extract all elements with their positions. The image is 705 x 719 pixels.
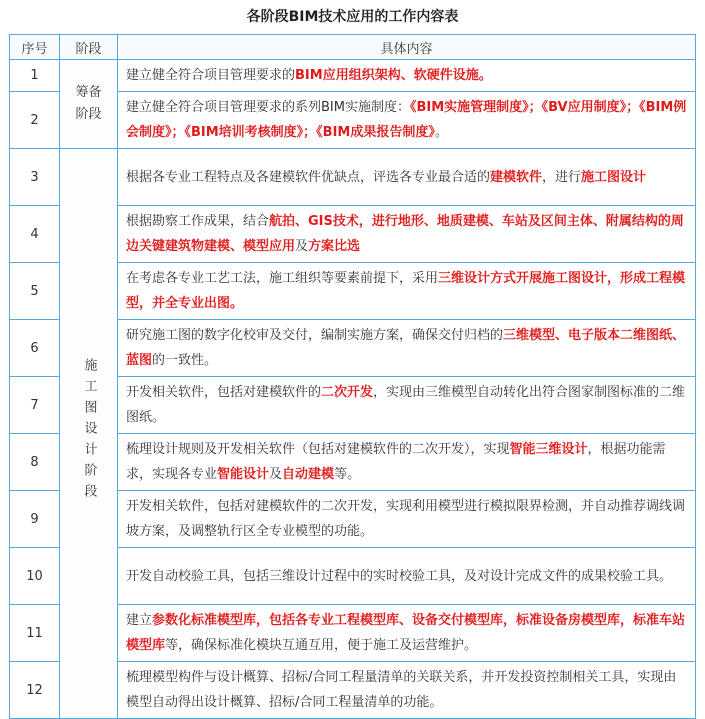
row-content	[118, 377, 696, 434]
table-title: 各阶段BIM技术应用的工作内容表	[246, 9, 459, 25]
row-content	[118, 320, 696, 377]
highlighted-text: 施工图设计	[581, 169, 647, 185]
row-number: 3	[10, 149, 60, 206]
content-text: 及	[295, 239, 309, 254]
row-number: 2	[10, 92, 60, 149]
content-text: ，实现由三维模型自动转化出符合图家制图标准的二维图纸。	[126, 385, 686, 425]
content-text: 梳理设计规则及开发相关软件（包括对建模软件的二次开发），实现	[126, 442, 510, 457]
content-text: 根据勘察工作成果，结合	[126, 214, 270, 229]
row-number: 4	[10, 206, 60, 263]
content-text: 。	[434, 125, 448, 140]
content-text: 开发相关软件，包括对建模软件的二次开发，实现利用模型进行模拟限界检测，并自动推荐调线调坡方案，及调整轨行区全专业模型的功能。	[126, 499, 686, 539]
row-content	[118, 548, 696, 605]
row-content	[118, 60, 696, 92]
content-text: 开发相关软件，包括对建模软件的	[126, 385, 322, 400]
stage-label-prep	[75, 82, 101, 126]
row-content	[118, 605, 696, 662]
stage-cell-prep	[60, 60, 118, 149]
highlighted-text: 《BIM实施管理制度》；《BV应用制度》；《BIM例会制度》；《BIM培训考核制度》；《BIM成果报告制度》	[126, 100, 687, 140]
content-text: 的一致性。	[152, 353, 218, 368]
highlighted-text: 方案比选	[308, 239, 361, 254]
header-stage: 阶段	[60, 35, 118, 60]
row-content	[118, 206, 696, 263]
row-number: 10	[10, 548, 60, 605]
content-text: 及	[269, 467, 283, 482]
row-number: 6	[10, 320, 60, 377]
row-content	[118, 92, 696, 149]
highlighted-text: BIM应用组织架构、软硬件设施。	[295, 68, 492, 83]
header-content: 具体内容	[118, 35, 696, 60]
content-text: 在考虑各专业工艺工法，施工组织等要素前提下，采用	[126, 271, 439, 286]
highlighted-text: 建模软件	[490, 169, 543, 185]
stage-prep-line1: 筹备	[75, 85, 102, 100]
highlighted-text: 二次开发	[321, 385, 374, 400]
content-text: 根据各专业工程特点及各建模软件优缺点，评选各专业最合适的	[126, 169, 491, 185]
header-num: 序号	[10, 35, 60, 60]
table-row	[10, 149, 696, 206]
content-text: 开发自动校验工具，包括三维设计过程中的实时校验工具，及对设计完成文件的成果校验工具。	[126, 568, 673, 584]
content-text: 建立	[126, 613, 153, 628]
stage-cell-design	[60, 149, 118, 719]
content-text: 等。	[334, 467, 361, 482]
content-text: 建立健全符合项目管理要求的系列BIM实施制度：	[126, 100, 410, 115]
row-number: 12	[10, 662, 60, 719]
content-text: 梳理模型构件与设计概算、招标/合同工程量清单的关联关系，并开发投资控制相关工具，实现由模型自动得出设计概算、招标/合同工程量清单的功能。	[126, 670, 677, 710]
content-text: ，根据功能需求，实现各专业	[126, 442, 666, 482]
row-number: 1	[10, 60, 60, 92]
content-text: 研究施工图的数字化校审及交付，编制实施方案，确保交付归档的	[126, 328, 504, 343]
content-text: 等，确保标准化模块互通互用，便于施工及运营维护。	[165, 638, 478, 653]
row-content	[118, 662, 696, 719]
highlighted-text: 智能设计	[217, 467, 270, 482]
highlighted-text: 三维设计方式开展施工图设计，形成工程模型，并全专业出图。	[126, 271, 686, 311]
stage-prep-line2: 阶段	[75, 107, 102, 122]
highlighted-text: 三维模型、电子版本二维图纸、蓝图	[126, 328, 686, 368]
highlighted-text: 自动建模	[282, 467, 335, 482]
row-number: 8	[10, 434, 60, 491]
row-content	[118, 149, 696, 206]
highlighted-text: 智能三维设计	[509, 442, 588, 457]
row-content	[118, 434, 696, 491]
stage-label-design: 施工图设计阶段	[81, 358, 97, 505]
row-number: 11	[10, 605, 60, 662]
row-number: 5	[10, 263, 60, 320]
row-content	[118, 263, 696, 320]
highlighted-text: 参数化标准模型库，包括各专业工程模型库、设备交付模型库，标准设备房模型库，标准车站模型库	[126, 613, 686, 653]
content-text: ，进行	[542, 169, 582, 185]
row-number: 9	[10, 491, 60, 548]
table-header-row	[10, 35, 696, 60]
table-row	[10, 60, 696, 92]
content-text: 建立健全符合项目管理要求的	[126, 68, 296, 83]
row-content	[118, 491, 696, 548]
work-content-table	[9, 34, 696, 719]
row-number: 7	[10, 377, 60, 434]
highlighted-text: 航拍、GIS技术，进行地形、地质建模、车站及区间主体、附属结构的周边关键建筑物建模、模型应用	[126, 214, 684, 254]
